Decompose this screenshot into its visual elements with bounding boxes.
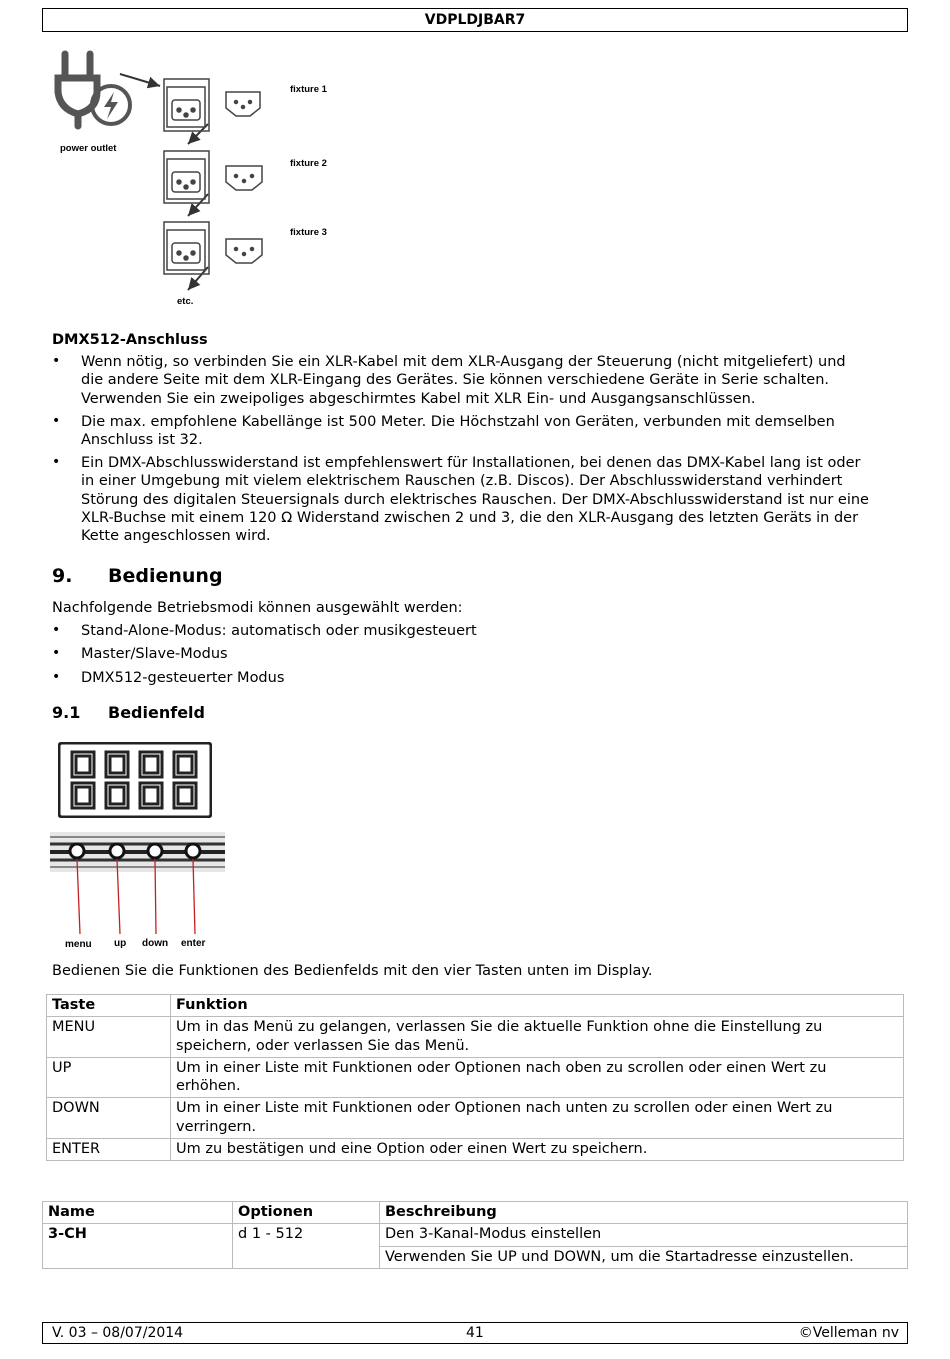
down-button-icon: [148, 844, 162, 858]
led-display: [58, 742, 212, 818]
keys-table: [46, 994, 904, 1161]
document-title: VDPLDJBAR7: [424, 12, 526, 28]
dmx-heading: DMX512-Anschluss: [52, 332, 208, 348]
key-cell: DOWN: [47, 1098, 171, 1139]
footer-version: V. 03 – 08/07/2014: [52, 1325, 184, 1341]
fixture-3-panel: [164, 222, 262, 274]
mode-item: Stand-Alone-Modus: automatisch oder musikgesteuert: [81, 623, 477, 639]
footer-page-number: 41: [466, 1325, 484, 1341]
function-cell: Um in einer Liste mit Funktionen oder Optionen nach oben zu scrollen oder einen Wert zu erhöhen.: [171, 1057, 904, 1098]
function-cell: Um in das Menü zu gelangen, verlassen Sie die aktuelle Funktion ohne die Einstellung zu speichern, oder verlassen Sie das Menü.: [171, 1017, 904, 1058]
bullet-icon: •: [52, 669, 61, 685]
table-header: Beschreibung: [380, 1202, 908, 1224]
table-row: [47, 1098, 904, 1139]
table-row: [43, 1224, 908, 1269]
bullet-icon: •: [52, 454, 61, 470]
function-cell: Um zu bestätigen und eine Option oder einen Wert zu speichern.: [171, 1139, 904, 1161]
down-label: down: [142, 938, 169, 949]
control-buttons-strip: [50, 832, 225, 950]
bullet-icon: •: [52, 645, 61, 661]
function-cell: Um in einer Liste mit Funktionen oder Optionen nach unten zu scrollen oder einen Wert zu verringern.: [171, 1098, 904, 1139]
option-cell: d 1 - 512: [233, 1224, 380, 1269]
section-9-title: Bedienung: [108, 565, 223, 587]
table-header-row: [47, 995, 904, 1017]
table-row: [47, 1017, 904, 1058]
table-header-row: [43, 1202, 908, 1224]
enter-button-icon: [186, 844, 200, 858]
enter-label: enter: [181, 938, 206, 949]
dmx-bullet-2: Die max. empfohlene Kabellänge ist 500 Meter. Die Höchstzahl von Geräten, verbunden mit demselben Anschluss ist 32.: [81, 414, 835, 449]
fixture-label: fixture 3: [290, 227, 327, 238]
dmx-bullet-1: Wenn nötig, so verbinden Sie ein XLR-Kabel mit dem XLR-Ausgang der Steuerung (nicht mitgeliefert) und die andere Seite mit dem XLR-Eingang des Gerätes. Sie können verschiedene Geräte in Serie schalten. Verwenden Sie ein zweipoliges abgeschirmtes Kabel mit XLR Ein- und Ausgangsanschlüssen.: [81, 354, 846, 407]
mode-item: Master/Slave-Modus: [81, 646, 228, 662]
table-header: Taste: [47, 995, 171, 1017]
fixture-label: fixture 1: [290, 84, 327, 95]
panel-description: Bedienen Sie die Funktionen des Bedienfelds mit den vier Tasten unten im Display.: [52, 963, 653, 979]
key-cell: UP: [47, 1057, 171, 1098]
key-cell: MENU: [47, 1017, 171, 1058]
power-plug-icon: [58, 54, 97, 126]
bullet-icon: •: [52, 353, 61, 369]
bullet-icon: •: [52, 413, 61, 429]
menu-button-icon: [70, 844, 84, 858]
section-9-intro: Nachfolgende Betriebsmodi können ausgewählt werden:: [52, 600, 463, 616]
section-91-number: 9.1: [52, 703, 81, 722]
table-row: [47, 1057, 904, 1098]
up-label: up: [114, 938, 127, 949]
section-9-number: 9.: [52, 565, 73, 587]
page-header: [42, 8, 908, 32]
table-header: Optionen: [233, 1202, 380, 1224]
page-footer: [42, 1322, 908, 1344]
etc-label: etc.: [177, 296, 194, 307]
section-91-title: Bedienfeld: [108, 703, 205, 722]
name-cell: 3-CH: [43, 1224, 233, 1269]
table-header: Name: [43, 1202, 233, 1224]
fixture-1-panel: [164, 79, 260, 131]
menu-label: menu: [65, 939, 92, 950]
power-outlet-label: power outlet: [60, 143, 117, 154]
fixture-label: fixture 2: [290, 158, 327, 169]
up-button-icon: [110, 844, 124, 858]
description-cell: Den 3-Kanal-Modus einstellen Verwenden Sie UP und DOWN, um die Startadresse einzustellen.: [380, 1224, 908, 1269]
mode-item: DMX512-gesteuerter Modus: [81, 670, 285, 686]
footer-copyright: ©Velleman nv: [798, 1325, 899, 1341]
mode-table: [42, 1201, 908, 1269]
fixture-2-panel: [164, 151, 262, 203]
key-cell: ENTER: [47, 1139, 171, 1161]
dmx-bullet-3: Ein DMX-Abschlusswiderstand ist empfehlenswert für Installationen, bei denen das DMX-Kabel lang ist oder in einer Umgebung mit vielem elektrischem Rauschen (z.B. Discos). Der Abschlusswiderstand verhindert Störung des digitalen Steuersignals durch elektrisches Rauschen. Der DMX-Abschlusswiderstand ist nur eine XLR-Buchse mit einem 120 Ω Widerstand zwischen 2 und 3, die den XLR-Ausgang des letzten Geräts in der Kette angeschlossen wird.: [81, 455, 869, 545]
table-row: [47, 1139, 904, 1161]
bullet-icon: •: [52, 622, 61, 638]
table-header: Funktion: [171, 995, 904, 1017]
